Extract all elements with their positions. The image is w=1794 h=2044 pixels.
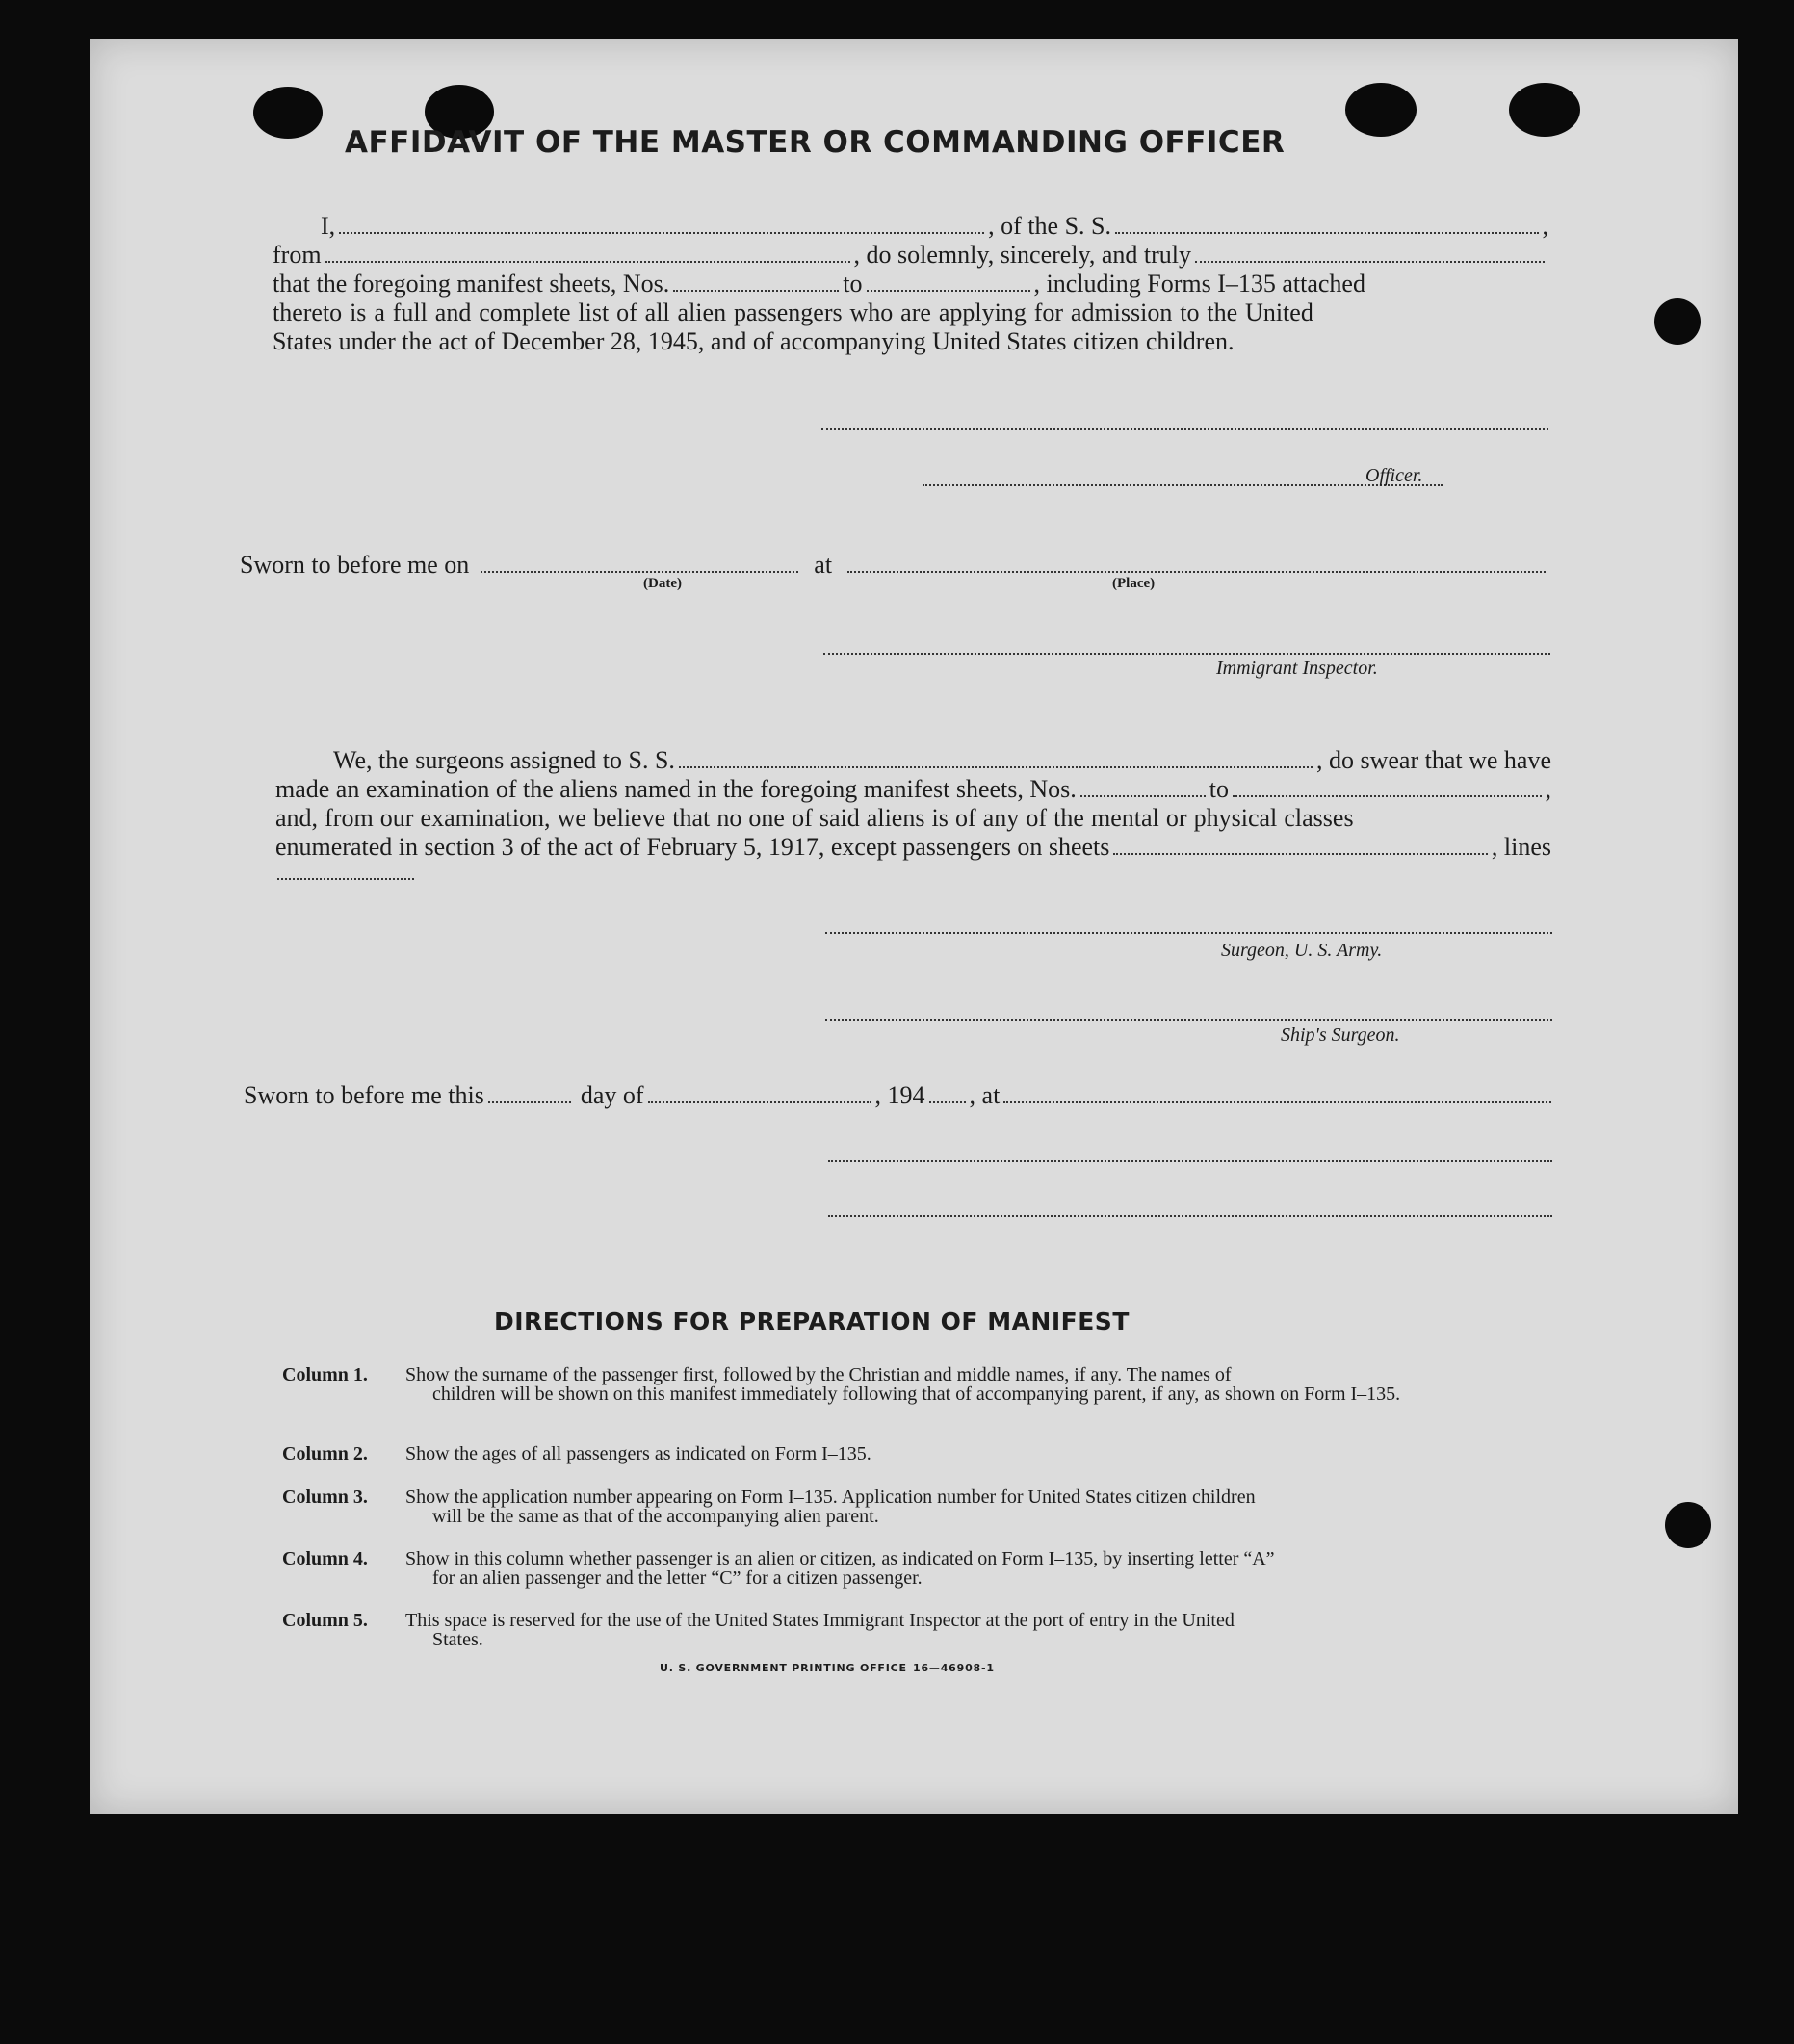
- sworn-place-field[interactable]: [847, 570, 1546, 573]
- column-text-rest: States.: [432, 1629, 483, 1650]
- column-text: [405, 1611, 1563, 1649]
- column-4-instruction: [282, 1549, 1563, 1591]
- form-sheet: [90, 39, 1738, 1814]
- sworn-line-1: [240, 551, 1549, 580]
- surgeons-sheet-to-field[interactable]: [1233, 794, 1542, 797]
- directions-title: DIRECTIONS FOR PREPARATION OF MANIFEST: [494, 1307, 1130, 1335]
- surgeons-line-4: [275, 833, 1551, 862]
- affidavit-text: States under the act of December 28, 1945, and of accompanying United States citizen children.: [273, 327, 1235, 355]
- column-text-first: Show in this column whether passenger is an alien or citizen, as indicated on Form I–135, by inserting letter “A”: [405, 1548, 1275, 1569]
- ship-surgeon-signature-line[interactable]: [825, 1019, 1552, 1021]
- sheet-to-field[interactable]: [867, 289, 1030, 292]
- form-code: 16—46908-1: [913, 1662, 995, 1674]
- officer-title-line[interactable]: [923, 484, 1443, 486]
- punch-hole-right-2: [1665, 1502, 1711, 1548]
- column-label: Column 1.: [282, 1364, 368, 1385]
- column-text-first: Show the ages of all passengers as indicated on Form I–135.: [405, 1443, 871, 1464]
- sworn2-text: Sworn to before me this: [244, 1081, 484, 1109]
- sworn2-signature-line-2[interactable]: [828, 1215, 1552, 1217]
- surgeons-line-1: [275, 746, 1551, 775]
- column-label: Column 4.: [282, 1548, 368, 1569]
- except-sheets-field[interactable]: [1113, 852, 1487, 855]
- column-text: [405, 1488, 1563, 1526]
- affidavit-text: , including Forms I–135 attached: [1033, 270, 1365, 298]
- column-2-instruction: [282, 1444, 1563, 1467]
- column-label: Column 3.: [282, 1487, 368, 1508]
- sworn2-text: , at: [969, 1081, 1001, 1109]
- sworn2-signature-line-1[interactable]: [828, 1160, 1552, 1162]
- affidavit-text: to: [843, 270, 863, 298]
- inspector-caption: Immigrant Inspector.: [1216, 658, 1378, 679]
- column-label: Column 5.: [282, 1610, 368, 1631]
- affidavit-line-3: [273, 270, 1548, 298]
- affidavit-text: I,: [321, 212, 336, 240]
- column-5-instruction: [282, 1611, 1563, 1653]
- printer-imprint: U. S. GOVERNMENT PRINTING OFFICE: [660, 1662, 907, 1674]
- affidavit-line-2: [273, 241, 1548, 270]
- column-text: [405, 1549, 1563, 1588]
- surgeons-text: and, from our examination, we believe that no one of said aliens is of any of the mental or physical classes: [275, 804, 1354, 832]
- surgeons-line-2: [275, 775, 1551, 804]
- affidavit-text: , of the S. S.: [988, 212, 1112, 240]
- surgeons-text: made an examination of the aliens named in the foregoing manifest sheets, Nos.: [275, 775, 1077, 803]
- sworn-line-2: [244, 1081, 1555, 1110]
- column-text-first: Show the application number appearing on Form I–135. Application number for United States citizen children: [405, 1487, 1256, 1508]
- oath-type-field[interactable]: [1195, 260, 1545, 263]
- sworn2-text: day of: [580, 1081, 644, 1109]
- except-lines-field[interactable]: [277, 878, 414, 880]
- affidavit-text: , do solemnly, sincerely, and truly: [853, 241, 1191, 269]
- sworn2-place-field[interactable]: [1003, 1100, 1551, 1103]
- master-name-field[interactable]: [339, 231, 984, 234]
- surgeons-text: We, the surgeons assigned to S. S.: [333, 746, 675, 774]
- inspector-signature-line[interactable]: [823, 653, 1550, 655]
- army-surgeon-signature-line[interactable]: [825, 932, 1552, 934]
- sworn2-year-field[interactable]: [929, 1100, 966, 1103]
- ship-name-field[interactable]: [1115, 231, 1538, 234]
- column-text-rest: for an alien passenger and the letter “C” for a citizen passenger.: [432, 1567, 923, 1589]
- place-caption: (Place): [1112, 576, 1156, 591]
- surgeons-text: enumerated in section 3 of the act of February 5, 1917, except passengers on sheets: [275, 833, 1110, 861]
- column-text: [405, 1444, 1563, 1463]
- ship-surgeon-caption: Ship's Surgeon.: [1281, 1024, 1400, 1046]
- sworn-text: Sworn to before me on: [240, 551, 470, 579]
- column-text: [405, 1365, 1563, 1404]
- punch-hole-right-1: [1654, 298, 1701, 345]
- surgeons-ship-field[interactable]: [679, 765, 1313, 768]
- affidavit-line-1: [273, 212, 1548, 241]
- sworn2-text: , 194: [874, 1081, 925, 1109]
- port-from-field[interactable]: [325, 260, 850, 263]
- column-1-instruction: [282, 1365, 1563, 1423]
- sworn2-month-field[interactable]: [648, 1100, 871, 1103]
- column-3-instruction: [282, 1488, 1563, 1530]
- sheet-from-field[interactable]: [673, 289, 839, 292]
- sworn-date-field[interactable]: [481, 570, 798, 573]
- affidavit-text: thereto is a full and complete list of all alien passengers who are applying for admission to the United: [273, 298, 1313, 326]
- affidavit-line-5: [273, 327, 1548, 356]
- surgeons-line-3: [275, 804, 1556, 833]
- sworn-at-text: at: [814, 551, 833, 579]
- date-caption: (Date): [643, 576, 682, 591]
- form-title: AFFIDAVIT OF THE MASTER OR COMMANDING OFFICER: [345, 125, 1286, 160]
- surgeons-text: ,: [1545, 775, 1551, 803]
- surgeons-text: to: [1209, 775, 1229, 803]
- surgeons-text: , lines: [1491, 833, 1551, 861]
- affidavit-text: ,: [1542, 212, 1548, 240]
- surgeons-text: , do swear that we have: [1315, 746, 1551, 774]
- punch-hole-top-3: [1345, 83, 1417, 137]
- column-text-first: This space is reserved for the use of the United States Immigrant Inspector at the port of entry in the United: [405, 1610, 1235, 1631]
- affidavit-line-4: [273, 298, 1548, 327]
- column-text-rest: will be the same as that of the accompanying alien parent.: [432, 1506, 879, 1527]
- column-text-first: Show the surname of the passenger first, followed by the Christian and middle names, if any. The names of: [405, 1364, 1232, 1385]
- column-text-rest: children will be shown on this manifest immediately following that of accompanying parent, if any, as shown on Form I–135.: [432, 1384, 1401, 1405]
- army-surgeon-caption: Surgeon, U. S. Army.: [1221, 940, 1383, 961]
- officer-signature-line[interactable]: [821, 428, 1548, 430]
- sworn2-day-field[interactable]: [488, 1100, 571, 1103]
- affidavit-text: that the foregoing manifest sheets, Nos.: [273, 270, 670, 298]
- punch-hole-top-4: [1509, 83, 1580, 137]
- affidavit-text: from: [273, 241, 322, 269]
- punch-hole-top-1: [253, 87, 323, 139]
- surgeons-sheet-from-field[interactable]: [1080, 794, 1206, 797]
- officer-caption: Officer.: [1365, 465, 1423, 486]
- column-label: Column 2.: [282, 1443, 368, 1464]
